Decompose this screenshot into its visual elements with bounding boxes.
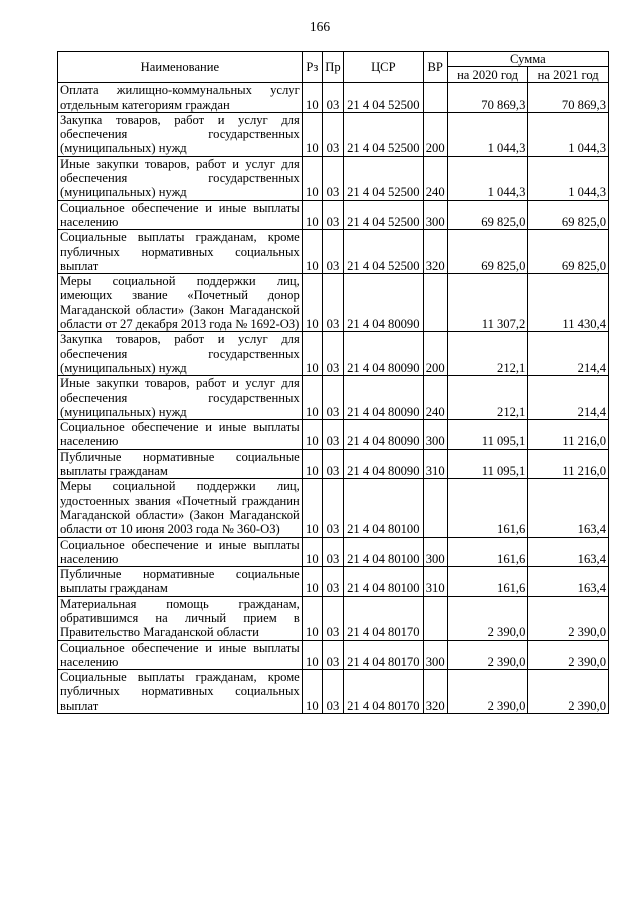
table-row <box>58 376 609 420</box>
row-sum-2020-cell: 70 869,3 <box>447 83 528 113</box>
row-pr-cell: 03 <box>322 420 343 450</box>
row-sum-2020-cell: 2 390,0 <box>447 640 528 670</box>
row-pr-cell: 03 <box>322 670 343 714</box>
table-row <box>58 230 609 274</box>
row-sum-2021-cell: 2 390,0 <box>528 670 609 714</box>
row-sum-2020-cell: 2 390,0 <box>447 596 528 640</box>
row-vr-cell: 320 <box>423 670 447 714</box>
row-sum-2021-cell: 163,4 <box>528 567 609 597</box>
row-csr-cell: 21 4 04 52500 <box>344 200 424 230</box>
row-sum-2021-cell: 1 044,3 <box>528 156 609 200</box>
row-sum-2021-cell: 2 390,0 <box>528 640 609 670</box>
row-rz-cell: 10 <box>302 112 322 156</box>
row-name-cell: Социальное обеспечение и иные выплаты населению <box>58 537 303 567</box>
row-sum-2021-cell: 2 390,0 <box>528 596 609 640</box>
row-sum-2020-cell: 69 825,0 <box>447 230 528 274</box>
row-csr-cell: 21 4 04 52500 <box>344 83 424 113</box>
row-rz-cell: 10 <box>302 230 322 274</box>
row-rz-cell: 10 <box>302 376 322 420</box>
header-year-2020: на 2020 год <box>447 67 528 83</box>
row-pr-cell: 03 <box>322 274 343 332</box>
table-row <box>58 156 609 200</box>
row-pr-cell: 03 <box>322 156 343 200</box>
budget-table <box>57 51 609 714</box>
row-csr-cell: 21 4 04 52500 <box>344 230 424 274</box>
row-csr-cell: 21 4 04 80100 <box>344 567 424 597</box>
row-name-cell: Меры социальной поддержки лиц, имеющих звание «Почетный донор Магаданской области» (Закон Магаданской области от 27 декабря 2013 года № 1692-ОЗ) <box>58 274 303 332</box>
row-rz-cell: 10 <box>302 274 322 332</box>
row-csr-cell: 21 4 04 80090 <box>344 420 424 450</box>
row-rz-cell: 10 <box>302 449 322 479</box>
header-rz: Рз <box>302 52 322 83</box>
row-sum-2020-cell: 11 307,2 <box>447 274 528 332</box>
row-sum-2020-cell: 1 044,3 <box>447 112 528 156</box>
row-vr-cell: 300 <box>423 420 447 450</box>
row-sum-2020-cell: 212,1 <box>447 376 528 420</box>
row-sum-2020-cell: 69 825,0 <box>447 200 528 230</box>
row-name-cell: Социальные выплаты гражданам, кроме публичных нормативных социальных выплат <box>58 670 303 714</box>
header-name: Наименование <box>58 52 303 83</box>
row-pr-cell: 03 <box>322 376 343 420</box>
table-row <box>58 449 609 479</box>
page-number: 166 <box>309 19 331 34</box>
row-csr-cell: 21 4 04 80090 <box>344 449 424 479</box>
table-row <box>58 670 609 714</box>
row-vr-cell: 200 <box>423 112 447 156</box>
row-name-cell: Закупка товаров, работ и услуг для обеспечения государственных (муниципальных) нужд <box>58 112 303 156</box>
table-row <box>58 274 609 332</box>
table-row <box>58 420 609 450</box>
row-vr-cell: 300 <box>423 200 447 230</box>
row-csr-cell: 21 4 04 80170 <box>344 640 424 670</box>
row-name-cell: Материальная помощь гражданам, обратившимся на личный прием в Правительство Магаданской области <box>58 596 303 640</box>
row-csr-cell: 21 4 04 80170 <box>344 670 424 714</box>
row-rz-cell: 10 <box>302 156 322 200</box>
row-rz-cell: 10 <box>302 332 322 376</box>
row-pr-cell: 03 <box>322 332 343 376</box>
row-name-cell: Меры социальной поддержки лиц, удостоенных звания «Почетный гражданин Магаданской области» (Закон Магаданской области от 10 июня 2003 года № 360-ОЗ) <box>58 479 303 537</box>
row-sum-2021-cell: 69 825,0 <box>528 200 609 230</box>
row-sum-2021-cell: 163,4 <box>528 479 609 537</box>
row-name-cell: Социальное обеспечение и иные выплаты населению <box>58 640 303 670</box>
row-vr-cell: 300 <box>423 640 447 670</box>
row-csr-cell: 21 4 04 80090 <box>344 332 424 376</box>
row-csr-cell: 21 4 04 80170 <box>344 596 424 640</box>
row-name-cell: Закупка товаров, работ и услуг для обеспечения государственных (муниципальных) нужд <box>58 332 303 376</box>
row-pr-cell: 03 <box>322 567 343 597</box>
row-sum-2020-cell: 212,1 <box>447 332 528 376</box>
table-row <box>58 596 609 640</box>
row-sum-2020-cell: 2 390,0 <box>447 670 528 714</box>
row-sum-2020-cell: 11 095,1 <box>447 449 528 479</box>
table-row <box>58 640 609 670</box>
row-rz-cell: 10 <box>302 479 322 537</box>
row-csr-cell: 21 4 04 52500 <box>344 156 424 200</box>
row-sum-2020-cell: 1 044,3 <box>447 156 528 200</box>
row-pr-cell: 03 <box>322 230 343 274</box>
row-vr-cell: 300 <box>423 537 447 567</box>
row-csr-cell: 21 4 04 52500 <box>344 112 424 156</box>
row-sum-2021-cell: 69 825,0 <box>528 230 609 274</box>
header-sum: Сумма <box>447 52 608 67</box>
row-sum-2021-cell: 11 216,0 <box>528 420 609 450</box>
row-rz-cell: 10 <box>302 83 322 113</box>
row-sum-2021-cell: 70 869,3 <box>528 83 609 113</box>
row-name-cell: Социальные выплаты гражданам, кроме публичных нормативных социальных выплат <box>58 230 303 274</box>
table-row <box>58 83 609 113</box>
row-name-cell: Социальное обеспечение и иные выплаты населению <box>58 200 303 230</box>
row-vr-cell <box>423 83 447 113</box>
row-vr-cell: 240 <box>423 376 447 420</box>
table-row <box>58 537 609 567</box>
header-vr: ВР <box>423 52 447 83</box>
row-sum-2021-cell: 11 430,4 <box>528 274 609 332</box>
table-header-row <box>58 52 609 67</box>
row-vr-cell: 320 <box>423 230 447 274</box>
row-vr-cell: 240 <box>423 156 447 200</box>
table-row <box>58 112 609 156</box>
row-sum-2020-cell: 161,6 <box>447 567 528 597</box>
row-rz-cell: 10 <box>302 596 322 640</box>
table-row <box>58 479 609 537</box>
row-pr-cell: 03 <box>322 596 343 640</box>
row-sum-2020-cell: 11 095,1 <box>447 420 528 450</box>
row-pr-cell: 03 <box>322 112 343 156</box>
row-rz-cell: 10 <box>302 640 322 670</box>
row-vr-cell <box>423 596 447 640</box>
header-csr: ЦСР <box>344 52 424 83</box>
table-row <box>58 200 609 230</box>
row-sum-2021-cell: 11 216,0 <box>528 449 609 479</box>
row-rz-cell: 10 <box>302 420 322 450</box>
row-name-cell: Публичные нормативные социальные выплаты гражданам <box>58 449 303 479</box>
row-name-cell: Социальное обеспечение и иные выплаты населению <box>58 420 303 450</box>
row-name-cell: Публичные нормативные социальные выплаты гражданам <box>58 567 303 597</box>
row-pr-cell: 03 <box>322 449 343 479</box>
table-row <box>58 332 609 376</box>
row-vr-cell: 200 <box>423 332 447 376</box>
row-name-cell: Иные закупки товаров, работ и услуг для обеспечения государственных (муниципальных) нужд <box>58 376 303 420</box>
row-csr-cell: 21 4 04 80090 <box>344 274 424 332</box>
row-vr-cell: 310 <box>423 449 447 479</box>
row-name-cell: Оплата жилищно-коммунальных услуг отдельным категориям граждан <box>58 83 303 113</box>
row-sum-2020-cell: 161,6 <box>447 479 528 537</box>
row-pr-cell: 03 <box>322 537 343 567</box>
row-sum-2021-cell: 214,4 <box>528 376 609 420</box>
header-year-2021: на 2021 год <box>528 67 609 83</box>
row-pr-cell: 03 <box>322 200 343 230</box>
row-sum-2021-cell: 214,4 <box>528 332 609 376</box>
table-body <box>58 83 609 714</box>
row-sum-2020-cell: 161,6 <box>447 537 528 567</box>
row-pr-cell: 03 <box>322 479 343 537</box>
row-csr-cell: 21 4 04 80090 <box>344 376 424 420</box>
row-vr-cell: 310 <box>423 567 447 597</box>
row-sum-2021-cell: 1 044,3 <box>528 112 609 156</box>
row-pr-cell: 03 <box>322 83 343 113</box>
row-name-cell: Иные закупки товаров, работ и услуг для обеспечения государственных (муниципальных) нужд <box>58 156 303 200</box>
row-csr-cell: 21 4 04 80100 <box>344 537 424 567</box>
row-pr-cell: 03 <box>322 640 343 670</box>
table-row <box>58 567 609 597</box>
row-sum-2021-cell: 163,4 <box>528 537 609 567</box>
row-rz-cell: 10 <box>302 567 322 597</box>
row-vr-cell <box>423 479 447 537</box>
row-csr-cell: 21 4 04 80100 <box>344 479 424 537</box>
header-pr: Пр <box>322 52 343 83</box>
row-rz-cell: 10 <box>302 537 322 567</box>
row-vr-cell <box>423 274 447 332</box>
row-rz-cell: 10 <box>302 670 322 714</box>
row-rz-cell: 10 <box>302 200 322 230</box>
